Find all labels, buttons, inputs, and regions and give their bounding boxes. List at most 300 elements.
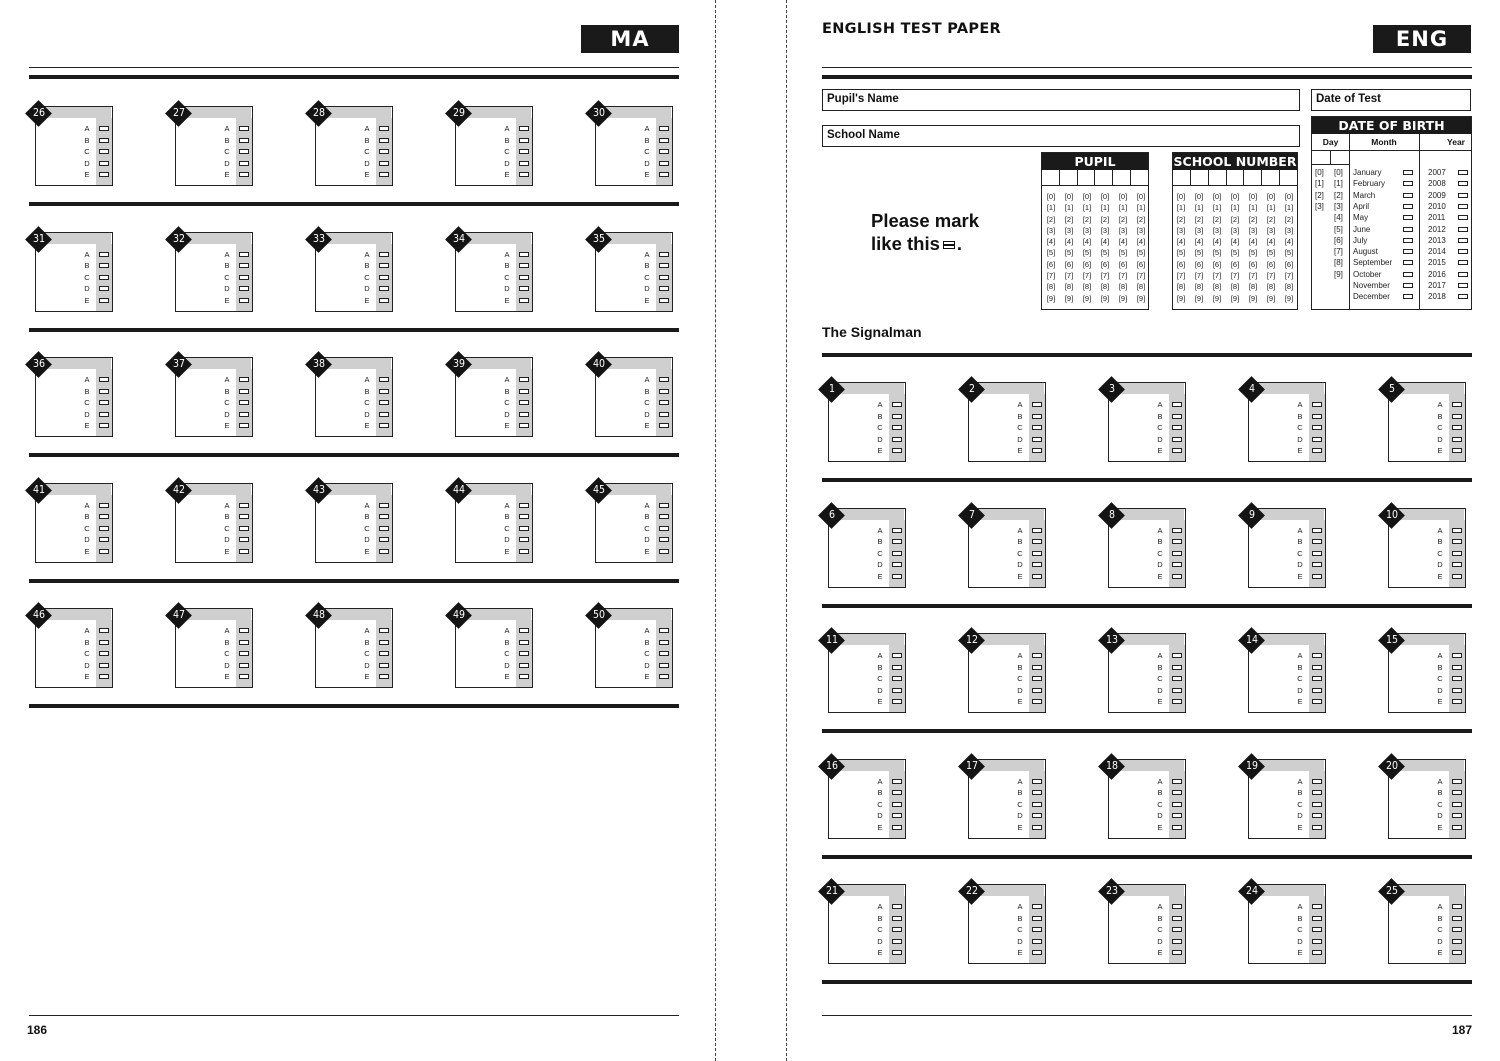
option-bubble[interactable] <box>99 138 109 143</box>
digit-option[interactable]: [9] <box>1230 293 1240 303</box>
answer-option[interactable] <box>1015 913 1045 924</box>
month-bubble[interactable] <box>1403 238 1413 243</box>
digit-option[interactable]: [4] <box>1266 237 1276 247</box>
answer-option[interactable] <box>362 169 392 180</box>
digit-option[interactable]: [7] <box>1118 271 1128 281</box>
option-bubble[interactable] <box>1452 425 1462 430</box>
option-bubble[interactable] <box>1312 790 1322 795</box>
option-bubble[interactable] <box>659 663 669 668</box>
option-bubble[interactable] <box>659 526 669 531</box>
option-bubble[interactable] <box>1452 927 1462 932</box>
option-bubble[interactable] <box>892 916 902 921</box>
answer-option[interactable] <box>502 660 532 671</box>
answer-option[interactable] <box>82 386 112 397</box>
option-bubble[interactable] <box>1312 665 1322 670</box>
digit-option[interactable]: [4] <box>1046 237 1056 247</box>
answer-option[interactable] <box>1015 548 1045 559</box>
answer-option[interactable] <box>1295 810 1325 821</box>
answer-option[interactable] <box>642 511 672 522</box>
option-bubble[interactable] <box>1032 916 1042 921</box>
answer-option[interactable] <box>875 947 905 958</box>
digit-option[interactable]: [6] <box>1064 259 1074 269</box>
digit-option[interactable]: [8] <box>1284 282 1294 292</box>
answer-option[interactable] <box>1295 650 1325 661</box>
option-bubble[interactable] <box>1312 688 1322 693</box>
digit-option[interactable]: [9] <box>1248 293 1258 303</box>
digit-option[interactable]: [4] <box>1082 237 1092 247</box>
option-bubble[interactable] <box>1172 813 1182 818</box>
digit-option[interactable]: [0] <box>1284 192 1294 201</box>
option-bubble[interactable] <box>519 172 529 177</box>
option-bubble[interactable] <box>519 549 529 554</box>
option-bubble[interactable] <box>1452 562 1462 567</box>
option-bubble[interactable] <box>659 423 669 428</box>
answer-option[interactable] <box>1015 662 1045 673</box>
option-bubble[interactable] <box>519 537 529 542</box>
answer-option[interactable] <box>222 534 252 545</box>
digit-option[interactable]: [3] <box>1100 225 1110 235</box>
digit-option[interactable]: [0] <box>1100 192 1110 201</box>
answer-option[interactable] <box>362 409 392 420</box>
option-bubble[interactable] <box>1172 676 1182 681</box>
answer-option[interactable] <box>875 913 905 924</box>
answer-option[interactable] <box>1155 924 1185 935</box>
option-bubble[interactable] <box>1172 699 1182 704</box>
option-bubble[interactable] <box>659 514 669 519</box>
digit-option[interactable]: [3] <box>1082 225 1092 235</box>
option-bubble[interactable] <box>1172 950 1182 955</box>
digit-option[interactable]: [9] <box>1212 293 1222 303</box>
option-bubble[interactable] <box>379 423 389 428</box>
digit-option[interactable]: [0] <box>1194 192 1204 201</box>
option-bubble[interactable] <box>1452 414 1462 419</box>
school-number-grid[interactable] <box>1172 152 1298 310</box>
answer-option[interactable] <box>502 260 532 271</box>
answer-option[interactable] <box>502 420 532 431</box>
digit-option[interactable]: [2] <box>1064 214 1074 224</box>
option-bubble[interactable] <box>1172 904 1182 909</box>
answer-option[interactable] <box>502 625 532 636</box>
answer-option[interactable] <box>222 397 252 408</box>
digit-option[interactable]: [0] <box>1176 192 1186 201</box>
answer-option[interactable] <box>1155 536 1185 547</box>
option-bubble[interactable] <box>1312 437 1322 442</box>
answer-option[interactable] <box>362 625 392 636</box>
digit-option[interactable]: [1] <box>1176 203 1186 213</box>
answer-option[interactable] <box>1155 901 1185 912</box>
answer-option[interactable] <box>222 409 252 420</box>
answer-option[interactable] <box>1155 399 1185 410</box>
digit-column[interactable] <box>1044 191 1058 304</box>
option-bubble[interactable] <box>239 514 249 519</box>
option-bubble[interactable] <box>379 503 389 508</box>
option-bubble[interactable] <box>892 665 902 670</box>
digit-option[interactable]: [4] <box>1212 237 1222 247</box>
option-bubble[interactable] <box>99 286 109 291</box>
answer-option[interactable] <box>642 158 672 169</box>
answer-option[interactable] <box>362 283 392 294</box>
digit-option[interactable]: [8] <box>1100 282 1110 292</box>
digit-option[interactable]: [5] <box>1046 248 1056 258</box>
option-bubble[interactable] <box>239 286 249 291</box>
option-bubble[interactable] <box>1452 676 1462 681</box>
answer-option[interactable] <box>1435 799 1465 810</box>
answer-option[interactable] <box>82 420 112 431</box>
option-bubble[interactable] <box>1032 950 1042 955</box>
option-bubble[interactable] <box>1172 574 1182 579</box>
answer-option[interactable] <box>222 272 252 283</box>
option-bubble[interactable] <box>1452 688 1462 693</box>
option-bubble[interactable] <box>379 161 389 166</box>
answer-option[interactable] <box>1295 536 1325 547</box>
answer-option[interactable] <box>1155 650 1185 661</box>
option-bubble[interactable] <box>379 298 389 303</box>
option-bubble[interactable] <box>1312 402 1322 407</box>
answer-option[interactable] <box>1435 559 1465 570</box>
option-bubble[interactable] <box>1452 437 1462 442</box>
option-bubble[interactable] <box>892 425 902 430</box>
option-bubble[interactable] <box>1312 813 1322 818</box>
option-bubble[interactable] <box>1172 448 1182 453</box>
option-bubble[interactable] <box>1312 551 1322 556</box>
option-bubble[interactable] <box>1032 790 1042 795</box>
digit-option[interactable]: [6] <box>1176 259 1186 269</box>
day-tens-option[interactable]: [1] <box>1315 179 1324 189</box>
option-bubble[interactable] <box>1032 665 1042 670</box>
answer-option[interactable] <box>1435 399 1465 410</box>
answer-option[interactable] <box>222 637 252 648</box>
answer-option[interactable] <box>222 420 252 431</box>
answer-option[interactable] <box>1015 434 1045 445</box>
digit-option[interactable]: [1] <box>1100 203 1110 213</box>
digit-option[interactable]: [1] <box>1284 203 1294 213</box>
digit-option[interactable]: [1] <box>1136 203 1146 213</box>
answer-option[interactable] <box>1155 776 1185 787</box>
option-bubble[interactable] <box>519 412 529 417</box>
digit-option[interactable]: [4] <box>1118 237 1128 247</box>
option-bubble[interactable] <box>892 688 902 693</box>
option-bubble[interactable] <box>239 389 249 394</box>
option-bubble[interactable] <box>379 674 389 679</box>
option-bubble[interactable] <box>1172 402 1182 407</box>
option-bubble[interactable] <box>659 549 669 554</box>
digit-column[interactable] <box>1174 191 1188 304</box>
option-bubble[interactable] <box>99 423 109 428</box>
option-bubble[interactable] <box>659 161 669 166</box>
answer-option[interactable] <box>222 511 252 522</box>
option-bubble[interactable] <box>659 651 669 656</box>
digit-option[interactable]: [8] <box>1176 282 1186 292</box>
answer-option[interactable] <box>362 511 392 522</box>
option-bubble[interactable] <box>1312 528 1322 533</box>
answer-option[interactable] <box>1435 411 1465 422</box>
option-bubble[interactable] <box>99 389 109 394</box>
month-bubble[interactable] <box>1403 294 1413 299</box>
option-bubble[interactable] <box>99 377 109 382</box>
option-bubble[interactable] <box>1452 653 1462 658</box>
answer-option[interactable] <box>222 523 252 534</box>
answer-option[interactable] <box>362 260 392 271</box>
digit-option[interactable]: [4] <box>1248 237 1258 247</box>
option-bubble[interactable] <box>1032 904 1042 909</box>
answer-option[interactable] <box>1435 445 1465 456</box>
digit-column[interactable] <box>1192 191 1206 304</box>
answer-option[interactable] <box>82 158 112 169</box>
answer-option[interactable] <box>1155 445 1185 456</box>
option-bubble[interactable] <box>239 400 249 405</box>
option-bubble[interactable] <box>239 651 249 656</box>
option-bubble[interactable] <box>239 138 249 143</box>
digit-option[interactable]: [7] <box>1248 271 1258 281</box>
year-bubble[interactable] <box>1458 283 1468 288</box>
day-units-option[interactable]: [5] <box>1334 224 1343 234</box>
answer-option[interactable] <box>1155 411 1185 422</box>
digit-option[interactable]: [7] <box>1136 271 1146 281</box>
option-bubble[interactable] <box>1312 539 1322 544</box>
option-bubble[interactable] <box>1312 825 1322 830</box>
option-bubble[interactable] <box>99 503 109 508</box>
digit-option[interactable]: [1] <box>1248 203 1258 213</box>
option-bubble[interactable] <box>659 640 669 645</box>
answer-option[interactable] <box>362 386 392 397</box>
option-bubble[interactable] <box>1172 665 1182 670</box>
digit-option[interactable]: [5] <box>1176 248 1186 258</box>
answer-option[interactable] <box>642 534 672 545</box>
digit-option[interactable]: [5] <box>1248 248 1258 258</box>
answer-option[interactable] <box>82 146 112 157</box>
option-bubble[interactable] <box>1032 562 1042 567</box>
option-bubble[interactable] <box>1032 813 1042 818</box>
answer-option[interactable] <box>1155 685 1185 696</box>
answer-option[interactable] <box>642 420 672 431</box>
option-bubble[interactable] <box>892 402 902 407</box>
answer-option[interactable] <box>1435 822 1465 833</box>
answer-option[interactable] <box>1015 411 1045 422</box>
month-bubble[interactable] <box>1403 227 1413 232</box>
option-bubble[interactable] <box>379 149 389 154</box>
digit-option[interactable]: [0] <box>1046 192 1056 201</box>
answer-option[interactable] <box>502 249 532 260</box>
digit-option[interactable]: [5] <box>1136 248 1146 258</box>
option-bubble[interactable] <box>99 412 109 417</box>
option-bubble[interactable] <box>1312 916 1322 921</box>
answer-option[interactable] <box>502 386 532 397</box>
answer-option[interactable] <box>642 295 672 306</box>
answer-option[interactable] <box>1435 548 1465 559</box>
answer-option[interactable] <box>1155 936 1185 947</box>
option-bubble[interactable] <box>99 514 109 519</box>
option-bubble[interactable] <box>1452 916 1462 921</box>
year-bubble[interactable] <box>1458 260 1468 265</box>
day-tens-option[interactable]: [3] <box>1315 201 1324 211</box>
option-bubble[interactable] <box>1312 904 1322 909</box>
digit-option[interactable]: [6] <box>1194 259 1204 269</box>
option-bubble[interactable] <box>239 298 249 303</box>
option-bubble[interactable] <box>659 172 669 177</box>
digit-option[interactable]: [2] <box>1248 214 1258 224</box>
option-bubble[interactable] <box>1452 665 1462 670</box>
digit-option[interactable]: [6] <box>1266 259 1276 269</box>
digit-option[interactable]: [8] <box>1266 282 1276 292</box>
option-bubble[interactable] <box>239 149 249 154</box>
year-bubble[interactable] <box>1458 204 1468 209</box>
option-bubble[interactable] <box>379 663 389 668</box>
option-bubble[interactable] <box>659 252 669 257</box>
date-of-test-field[interactable] <box>1311 89 1471 111</box>
option-bubble[interactable] <box>99 674 109 679</box>
option-bubble[interactable] <box>1032 574 1042 579</box>
option-bubble[interactable] <box>1032 927 1042 932</box>
option-bubble[interactable] <box>659 286 669 291</box>
answer-option[interactable] <box>875 445 905 456</box>
answer-option[interactable] <box>1435 924 1465 935</box>
option-bubble[interactable] <box>1032 779 1042 784</box>
option-bubble[interactable] <box>1032 425 1042 430</box>
option-bubble[interactable] <box>1312 448 1322 453</box>
digit-option[interactable]: [9] <box>1284 293 1294 303</box>
option-bubble[interactable] <box>659 126 669 131</box>
option-bubble[interactable] <box>892 551 902 556</box>
answer-option[interactable] <box>875 525 905 536</box>
answer-option[interactable] <box>1435 571 1465 582</box>
option-bubble[interactable] <box>892 653 902 658</box>
option-bubble[interactable] <box>519 149 529 154</box>
answer-option[interactable] <box>82 169 112 180</box>
digit-column[interactable] <box>1080 191 1094 304</box>
digit-option[interactable]: [4] <box>1194 237 1204 247</box>
option-bubble[interactable] <box>659 628 669 633</box>
digit-option[interactable]: [5] <box>1082 248 1092 258</box>
option-bubble[interactable] <box>659 263 669 268</box>
digit-option[interactable]: [8] <box>1064 282 1074 292</box>
answer-option[interactable] <box>1295 776 1325 787</box>
digit-option[interactable]: [9] <box>1082 293 1092 303</box>
option-bubble[interactable] <box>892 448 902 453</box>
digit-option[interactable]: [2] <box>1100 214 1110 224</box>
option-bubble[interactable] <box>239 663 249 668</box>
answer-option[interactable] <box>875 810 905 821</box>
option-bubble[interactable] <box>1172 825 1182 830</box>
answer-option[interactable] <box>875 673 905 684</box>
option-bubble[interactable] <box>1032 528 1042 533</box>
option-bubble[interactable] <box>892 676 902 681</box>
digit-option[interactable]: [3] <box>1136 225 1146 235</box>
option-bubble[interactable] <box>1452 779 1462 784</box>
answer-option[interactable] <box>222 260 252 271</box>
option-bubble[interactable] <box>892 574 902 579</box>
answer-option[interactable] <box>1295 936 1325 947</box>
month-bubble[interactable] <box>1403 170 1413 175</box>
option-bubble[interactable] <box>239 126 249 131</box>
digit-option[interactable]: [5] <box>1284 248 1294 258</box>
answer-option[interactable] <box>642 374 672 385</box>
option-bubble[interactable] <box>1452 950 1462 955</box>
option-bubble[interactable] <box>99 172 109 177</box>
digit-option[interactable]: [5] <box>1100 248 1110 258</box>
option-bubble[interactable] <box>1032 825 1042 830</box>
option-bubble[interactable] <box>1032 539 1042 544</box>
option-bubble[interactable] <box>1452 904 1462 909</box>
answer-option[interactable] <box>642 260 672 271</box>
option-bubble[interactable] <box>99 161 109 166</box>
option-bubble[interactable] <box>519 628 529 633</box>
answer-option[interactable] <box>362 671 392 682</box>
option-bubble[interactable] <box>99 298 109 303</box>
school-name-field[interactable] <box>822 125 1300 147</box>
digit-option[interactable]: [7] <box>1046 271 1056 281</box>
answer-option[interactable] <box>222 249 252 260</box>
answer-option[interactable] <box>1295 696 1325 707</box>
option-bubble[interactable] <box>1172 437 1182 442</box>
answer-option[interactable] <box>642 671 672 682</box>
answer-option[interactable] <box>1295 673 1325 684</box>
option-bubble[interactable] <box>239 172 249 177</box>
day-tens-option[interactable]: [0] <box>1315 168 1324 177</box>
option-bubble[interactable] <box>239 503 249 508</box>
option-bubble[interactable] <box>379 526 389 531</box>
digit-option[interactable]: [0] <box>1082 192 1092 201</box>
answer-option[interactable] <box>1435 685 1465 696</box>
digit-option[interactable]: [7] <box>1194 271 1204 281</box>
month-bubble[interactable] <box>1403 283 1413 288</box>
answer-option[interactable] <box>502 648 532 659</box>
option-bubble[interactable] <box>1312 574 1322 579</box>
answer-option[interactable] <box>1155 787 1185 798</box>
digit-option[interactable]: [1] <box>1266 203 1276 213</box>
digit-option[interactable]: [5] <box>1118 248 1128 258</box>
digit-option[interactable]: [3] <box>1118 225 1128 235</box>
day-units-option[interactable]: [8] <box>1334 258 1343 268</box>
option-bubble[interactable] <box>379 138 389 143</box>
digit-column[interactable] <box>1264 191 1278 304</box>
answer-option[interactable] <box>82 648 112 659</box>
option-bubble[interactable] <box>892 528 902 533</box>
option-bubble[interactable] <box>659 275 669 280</box>
digit-option[interactable]: [9] <box>1136 293 1146 303</box>
option-bubble[interactable] <box>1312 802 1322 807</box>
answer-option[interactable] <box>82 409 112 420</box>
answer-option[interactable] <box>362 397 392 408</box>
option-bubble[interactable] <box>239 628 249 633</box>
digit-column[interactable] <box>1228 191 1242 304</box>
option-bubble[interactable] <box>892 790 902 795</box>
option-bubble[interactable] <box>1172 562 1182 567</box>
digit-option[interactable]: [8] <box>1230 282 1240 292</box>
digit-option[interactable]: [1] <box>1230 203 1240 213</box>
answer-option[interactable] <box>1015 696 1045 707</box>
answer-option[interactable] <box>1015 936 1045 947</box>
answer-option[interactable] <box>642 523 672 534</box>
answer-option[interactable] <box>875 650 905 661</box>
option-bubble[interactable] <box>1032 448 1042 453</box>
option-bubble[interactable] <box>1312 779 1322 784</box>
answer-option[interactable] <box>222 648 252 659</box>
answer-option[interactable] <box>362 272 392 283</box>
answer-option[interactable] <box>1435 650 1465 661</box>
answer-option[interactable] <box>222 283 252 294</box>
option-bubble[interactable] <box>99 651 109 656</box>
option-bubble[interactable] <box>892 939 902 944</box>
digit-option[interactable]: [2] <box>1212 214 1222 224</box>
answer-option[interactable] <box>1155 810 1185 821</box>
digit-option[interactable]: [4] <box>1136 237 1146 247</box>
answer-option[interactable] <box>1295 548 1325 559</box>
option-bubble[interactable] <box>379 514 389 519</box>
answer-option[interactable] <box>362 534 392 545</box>
option-bubble[interactable] <box>239 161 249 166</box>
answer-option[interactable] <box>502 523 532 534</box>
digit-option[interactable]: [5] <box>1194 248 1204 258</box>
